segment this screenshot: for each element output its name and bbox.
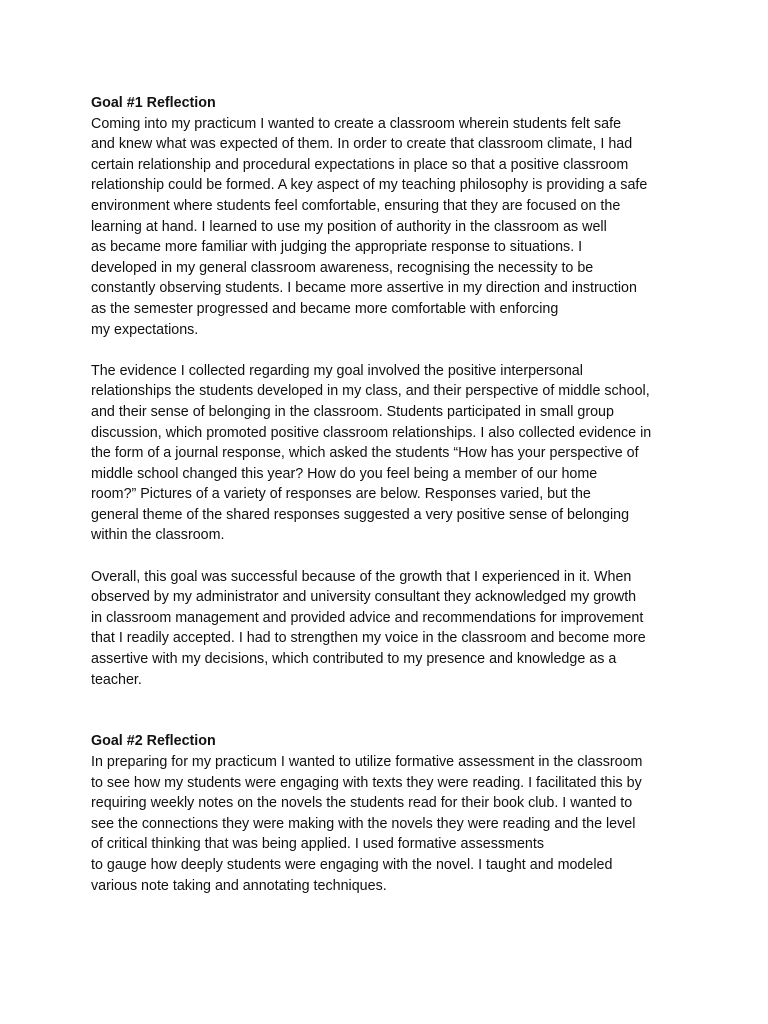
text-line: within the classroom.	[91, 527, 225, 544]
goal-1-heading: Goal #1 Reflection	[91, 95, 216, 111]
text-line: various note taking and annotating techniques.	[91, 877, 387, 894]
text-line: teacher.	[91, 671, 142, 688]
text-line: environment where students feel comfortable, ensuring that they are focused on the	[91, 197, 621, 214]
paragraph-spacer	[91, 340, 711, 361]
text-line: general theme of the shared responses suggested a very positive sense of belonging	[91, 506, 630, 523]
goal-1-paragraph-3	[91, 567, 711, 691]
goal-2-section	[91, 731, 711, 896]
goal-1-section	[91, 93, 711, 690]
text-line: assertive with my decisions, which contributed to my presence and knowledge as a	[91, 651, 617, 668]
text-line: as became more familiar with judging the appropriate response to situations. I	[91, 239, 583, 256]
text-line: certain relationship and procedural expectations in place so that a positive classroom	[91, 156, 629, 173]
text-line: see the connections they were making with the novels they were reading and the level	[91, 815, 636, 832]
text-line: learning at hand. I learned to use my position of authority in the classroom as well	[91, 218, 607, 235]
text-line: as the semester progressed and became more comfortable with enforcing	[91, 300, 559, 317]
text-line: the form of a journal response, which asked the students “How has your perspective of	[91, 445, 639, 462]
text-line: The evidence I collected regarding my goal involved the positive interpersonal	[91, 362, 583, 379]
text-line: In preparing for my practicum I wanted to utilize formative assessment in the classroom	[91, 754, 643, 770]
paragraph-spacer	[91, 546, 711, 567]
section-spacer	[91, 690, 711, 731]
text-line: and their sense of belonging in the classroom. Students participated in small group	[91, 403, 614, 420]
document-body	[91, 93, 711, 896]
goal-1-paragraph-2	[91, 361, 711, 546]
goal-2-heading: Goal #2 Reflection	[91, 733, 216, 750]
text-line: Coming into my practicum I wanted to create a classroom wherein students felt safe	[91, 115, 622, 132]
text-line: requiring weekly notes on the novels the students read for their book club. I wanted to	[91, 795, 633, 812]
text-line: in classroom management and provided advice and recommendations for improvement	[91, 609, 644, 626]
text-line: constantly observing students. I became more assertive in my direction and instruction	[91, 280, 637, 297]
goal-1-paragraph-1	[91, 114, 711, 341]
text-line: relationships the students developed in my class, and their perspective of middle school,	[91, 383, 650, 400]
text-line: to see how my students were engaging with texts they were reading. I facilitated this by	[91, 774, 642, 791]
text-line: middle school changed this year? How do you feel being a member of our home	[91, 465, 598, 482]
text-line: that I readily accepted. I had to strengthen my voice in the classroom and become more	[91, 630, 646, 647]
text-line: to gauge how deeply students were engaging with the novel. I taught and modeled	[91, 856, 613, 873]
goal-2-paragraph-1	[91, 752, 711, 896]
text-line: my expectations.	[91, 321, 199, 338]
text-line: observed by my administrator and university consultant they acknowledged my growth	[91, 589, 637, 606]
text-line: relationship could be formed. A key aspect of my teaching philosophy is providing a safe	[91, 177, 648, 194]
text-line: room?” Pictures of a variety of responses are below. Responses varied, but the	[91, 486, 591, 503]
text-line: discussion, which promoted positive classroom relationships. I also collected evidence in	[91, 424, 652, 441]
text-line: and knew what was expected of them. In order to create that classroom climate, I had	[91, 136, 633, 153]
text-line: of critical thinking that was being applied. I used formative assessments	[91, 836, 544, 853]
text-line: Overall, this goal was successful because of the growth that I experienced in it. When	[91, 568, 632, 585]
text-line: developed in my general classroom awareness, recognising the necessity to be	[91, 259, 594, 276]
